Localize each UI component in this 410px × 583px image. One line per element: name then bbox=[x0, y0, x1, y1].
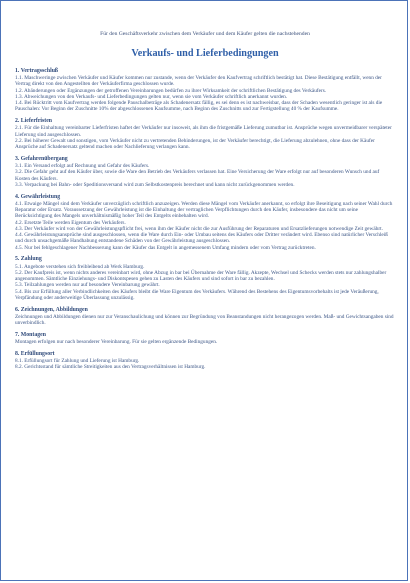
section-7 bbox=[15, 332, 395, 345]
section-1 bbox=[15, 68, 395, 113]
section-heading: 3. Gefahrenübergang bbox=[15, 155, 68, 162]
section-text: 2.1. Für die Einhaltung vereinbarter Lieferfristen haftet der Verkäufer nur insoweit, als ihm die fristgemäße Lieferung zumutbar ist. Ansprüche wegen unvermeidbarer verspäteter Lieferung sind ausgeschlossen. 2.2. Bei höherer Gewalt und sonstigen, vom Verkäufer nicht zu vertretenden Behinderungen, ist der Verkäufer berechtigt, die Lieferung abzulehnen, ohne dass der Käufer Ansprüche auf Schadenersatz geltend machen oder Nachlieferung verlangen kann. bbox=[15, 125, 392, 151]
section-heading: 5. Zahlung bbox=[15, 256, 42, 263]
section-3 bbox=[15, 156, 395, 188]
intro-text: Für den Geschäftsverkehr zwischen dem Verkäufer und dem Käufer gelten die nachstehenden bbox=[100, 31, 310, 37]
document-content bbox=[15, 31, 395, 376]
section-heading: 8. Erfüllungsort bbox=[15, 350, 55, 357]
section-text: 3.1. Ein Versand erfolgt auf Rechnung und Gefahr des Käufers. 3.2. Die Gefahr geht auf den Käufer über, sowie die Ware den Betrieb des Verkäufers verlassen hat. Eine Versicherung der Ware erfolgt nur auf besonderen Wunsch und auf Kosten des Käufers. 3.3. Verpackung bei Bahn- oder Speditionsversand wird zum Selbstkostenpreis berechnet und kann nicht zurückgenommen werden. bbox=[15, 163, 380, 188]
section-heading: 7. Montagen bbox=[15, 331, 46, 338]
section-text: 1.1. Maschweringe zwischen Verkäufer und Käufer kommen nur zustande, wenn der Verkäufer den Kaufvertrag schriftlich bestätigt hat. Diese Bestätigung entfällt, wenn der Vertrag direkt von den Angestellten der Verkäuferfirma geschlossen wurde. 1.2. Abänderungen oder Ergänzungen der getroffenen Vereinbarungen bedürfen zu ihrer Wirksamkeit der schriftlichen Bestätigung des Verkäufers. 1.3. Abweichungen von den Verkaufs- und Lieferbedingungen gelten nur, wenn sie vom Verkäufer schriftlich anerkannt wurden. 1.4. Bei Rücktritt vom Kaufvertrag werden folgende Pauschalbeträge als Schadenersatz fällig, es sei denn es ist nachweisbar, dass der Schaden wesentlich geringer ist als die Pauschalen: Vor Beginn der Zuschnitte 10% der abgeschlossenen Kaufsumme, nach Beginn des Zuschnitts und zur Fertigstellung 40 % der Kaufsumme. bbox=[15, 75, 383, 113]
section-text: 5.1. Angebote verstehen sich freibleibend ab Werk Hamburg. 5.2. Der Kaufpreis ist, wenn nichts anderes vereinbart wird, ohne Abzug in bar bei Übernahme der Ware fällig. Akzepte, Wechsel und Schecks werden stets nur zahlungshalber angenommen. Sämtliche Einziehungs- und Diskontspesen gehen zu Lasten des Käufers und sind sofort in bar zu bezahlen. 5.3. Teilzahlungen werden nur auf besondere Vereinbarung gewährt. 5.4. Bis zur Erfüllung aller Verbindlichkeiten des Käufers bleibt die Ware Eigentum des Verkäufers. Während des Bestehens des Eigentumsvorbehalts ist jede Veräußerung, Verpfändung oder anderweitige Überlassung unzulässig. bbox=[15, 263, 387, 301]
section-heading: 1. Vertragsschluß bbox=[15, 68, 59, 74]
section-5 bbox=[15, 256, 395, 301]
section-8 bbox=[15, 351, 395, 371]
section-text: Montagen erfolgen nur nach besonderer Vereinbarung. Für sie gelten ergänzende Bedingungen. bbox=[15, 338, 218, 345]
document-title: Verkaufs- und Lieferbedingungen bbox=[131, 48, 279, 59]
section-6 bbox=[15, 307, 395, 327]
section-heading: 4. Gewährleistung bbox=[15, 193, 61, 200]
section-text: Zeichnungen und Abbildungen dienen nur zur Veranschaulichung und können zur Begründung von Beanstandungen nicht herangezogen werden. Maß- und Gewichtsangaben sind unverbindlich. bbox=[15, 313, 394, 326]
section-text: 8.1. Erfüllungsort für Zahlung und Lieferung ist Hamburg. 8.2. Gerichtsstand für sämtliche Streitigkeiten aus den Vertragsverhältnissen ist Hamburg. bbox=[15, 357, 206, 371]
section-2 bbox=[15, 118, 395, 150]
section-heading: 6. Zeichnungen, Abbildungen bbox=[15, 306, 88, 313]
section-heading: 2. Lieferfristen bbox=[15, 118, 53, 125]
section-text: 4.1. Etwaige Mängel sind dem Verkäufer unverzüglich schriftlich anzuzeigen. Werden diese Mängel vom Verkäufer anerkannt, so erfolgt ihre Beseitigung nach seiner Wahl durch Reparatur oder Ersatz. Voraussetzung der Gewährleistung ist die Einhaltung der vertraglichen Verpflichtungen durch den Käufer, insbesondere das nicht um seine Berücksichtigung des Mangels unverhältnismäßig hoher Teil des Entgelts einbehalten wird. 4.2. Ersetzte Teile werden Eigentum des Verkäufers. 4.3. Der Verkäufer wird von der Gewährleistungspflicht frei, wenn ihm der Käufer nicht die zur Ausführung der Reparaturen und Ersatzlieferungen notwendige Zeit gewährt. 4.4. Gewährleistungsansprüche sind ausgeschlossen, wenn die Ware durch Ein- oder Umbau seitens des Käufers oder Dritter verändert wird. Ebenso sind natürlicher Verschleiß und durch unsachgemäße Handhabung entstandene Schäden von der Gewährleistung ausgeschlossen. 4.5. Nur bei fehlgeschlagener Nachbesserung kann der Käufer das Entgelt in angemessenem Umfang mindern oder vom Vertrag zurücktreten. bbox=[15, 200, 393, 251]
section-4 bbox=[15, 194, 395, 251]
